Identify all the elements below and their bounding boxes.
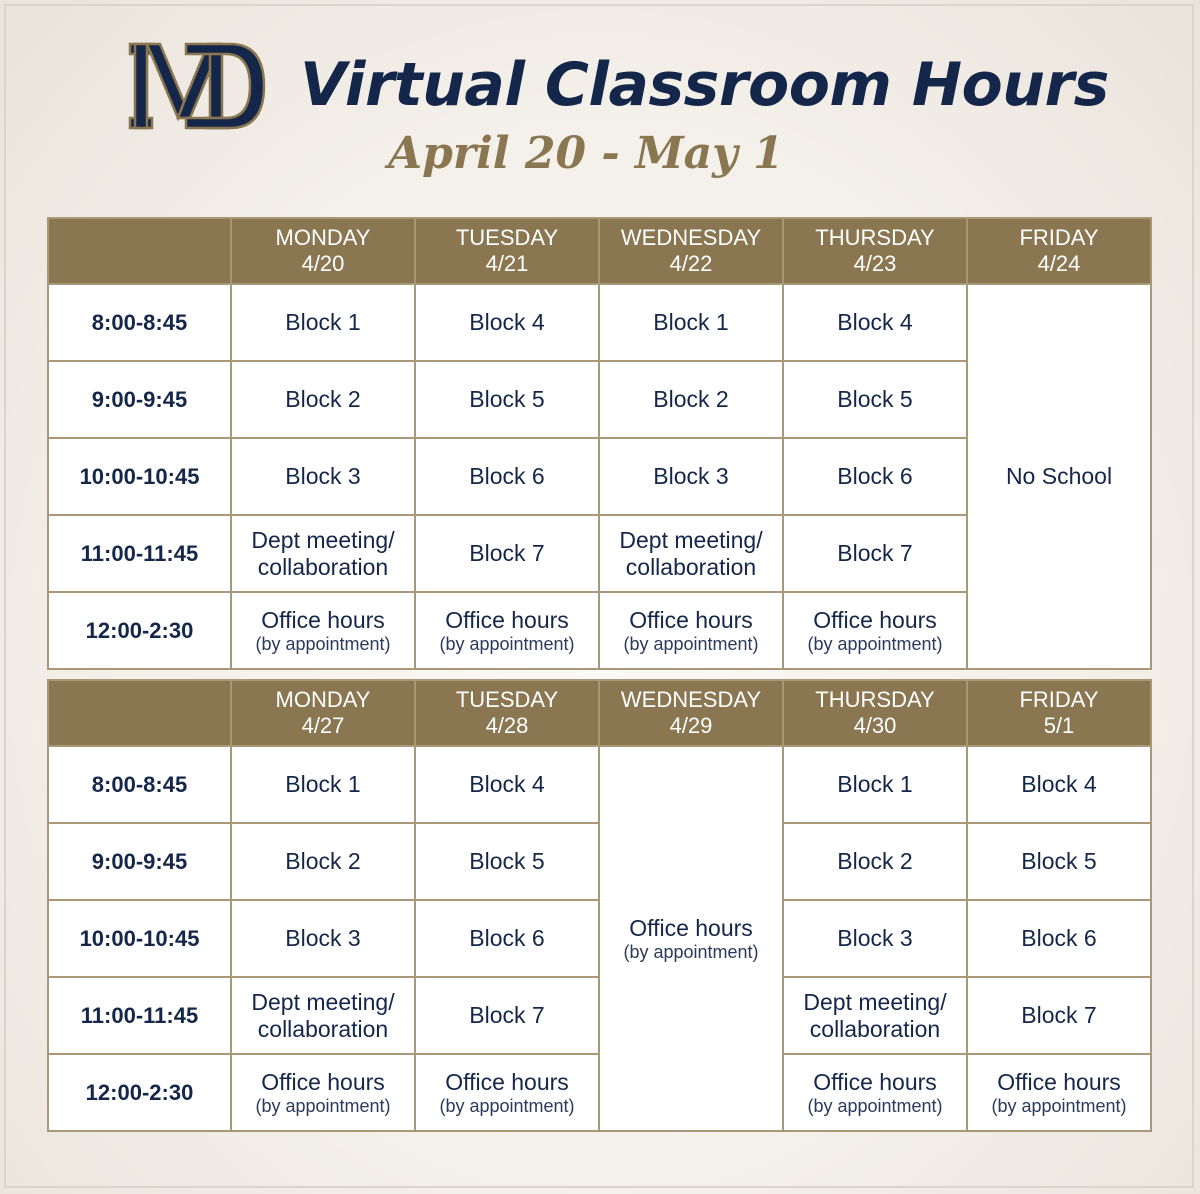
schedule-cell: Block 7 (783, 515, 967, 592)
schedule-week-2 (47, 679, 1152, 1132)
day-header: WEDNESDAY 4/22 (599, 218, 783, 284)
schedule-cell: Dept meeting/ collaboration (783, 977, 967, 1054)
schedule-cell: Block 3 (231, 438, 415, 515)
schedule-cell: Block 4 (783, 284, 967, 361)
schedule-cell: Block 4 (967, 746, 1151, 823)
no-school-cell: No School (967, 284, 1151, 669)
office-hours-cell: Office hours (by appointment) (599, 592, 783, 669)
schedule-cell: Block 5 (967, 823, 1151, 900)
schedule-cell: Block 2 (783, 823, 967, 900)
schedule-week-1 (47, 217, 1152, 670)
date-range-subtitle: April 20 - May 1 (388, 128, 784, 179)
table-row (48, 284, 1151, 361)
day-header: MONDAY 4/20 (231, 218, 415, 284)
office-hours-cell: Office hours (by appointment) (783, 1054, 967, 1131)
schedule-cell: Block 5 (783, 361, 967, 438)
schedule-cell: Block 1 (231, 746, 415, 823)
schedule-cell: Block 6 (415, 900, 599, 977)
schedule-cell: Block 4 (415, 746, 599, 823)
office-hours-cell: Office hours (by appointment) (231, 1054, 415, 1131)
schedule-cell: Dept meeting/ collaboration (599, 515, 783, 592)
time-cell: 11:00-11:45 (48, 977, 231, 1054)
schedule-cell: Block 6 (415, 438, 599, 515)
schedule-cell: Block 7 (415, 515, 599, 592)
schedule-cell: Block 2 (231, 823, 415, 900)
office-hours-cell: Office hours (by appointment) (231, 592, 415, 669)
header-row (48, 218, 1151, 284)
time-cell: 11:00-11:45 (48, 515, 231, 592)
header-row (48, 680, 1151, 746)
schedule-cell: Block 6 (967, 900, 1151, 977)
office-hours-merged-cell: Office hours (by appointment) (599, 746, 783, 1131)
time-cell: 10:00-10:45 (48, 900, 231, 977)
day-header: TUESDAY 4/28 (415, 680, 599, 746)
schedule-cell: Block 6 (783, 438, 967, 515)
schedule-cell: Block 3 (783, 900, 967, 977)
day-header: THURSDAY 4/30 (783, 680, 967, 746)
schedule-cell: Block 5 (415, 823, 599, 900)
time-cell: 12:00-2:30 (48, 592, 231, 669)
schedule-cell: Block 2 (231, 361, 415, 438)
day-header: TUESDAY 4/21 (415, 218, 599, 284)
schedule-cell: Block 2 (599, 361, 783, 438)
schedule-cell: Dept meeting/ collaboration (231, 977, 415, 1054)
schedule-cell: Block 7 (967, 977, 1151, 1054)
time-cell: 9:00-9:45 (48, 361, 231, 438)
time-cell: 8:00-8:45 (48, 284, 231, 361)
time-cell: 9:00-9:45 (48, 823, 231, 900)
day-header: FRIDAY 4/24 (967, 218, 1151, 284)
office-hours-cell: Office hours (by appointment) (415, 592, 599, 669)
schedule-cell: Block 7 (415, 977, 599, 1054)
school-logo-icon (126, 36, 266, 136)
office-hours-cell: Office hours (by appointment) (783, 592, 967, 669)
corner-cell (48, 680, 231, 746)
day-header: MONDAY 4/27 (231, 680, 415, 746)
schedule-cell: Block 1 (231, 284, 415, 361)
schedule-cell: Block 1 (783, 746, 967, 823)
office-hours-cell: Office hours (by appointment) (967, 1054, 1151, 1131)
table-row (48, 746, 1151, 823)
schedule-cell: Block 1 (599, 284, 783, 361)
schedule-cell: Dept meeting/ collaboration (231, 515, 415, 592)
time-cell: 8:00-8:45 (48, 746, 231, 823)
schedule-cell: Block 3 (231, 900, 415, 977)
time-cell: 12:00-2:30 (48, 1054, 231, 1131)
day-header: THURSDAY 4/23 (783, 218, 967, 284)
time-cell: 10:00-10:45 (48, 438, 231, 515)
schedule-cell: Block 4 (415, 284, 599, 361)
page-title: Virtual Classroom Hours (300, 50, 1109, 120)
schedule-cell: Block 3 (599, 438, 783, 515)
corner-cell (48, 218, 231, 284)
day-header: FRIDAY 5/1 (967, 680, 1151, 746)
schedule-cell: Block 5 (415, 361, 599, 438)
office-hours-cell: Office hours (by appointment) (415, 1054, 599, 1131)
day-header: WEDNESDAY 4/29 (599, 680, 783, 746)
